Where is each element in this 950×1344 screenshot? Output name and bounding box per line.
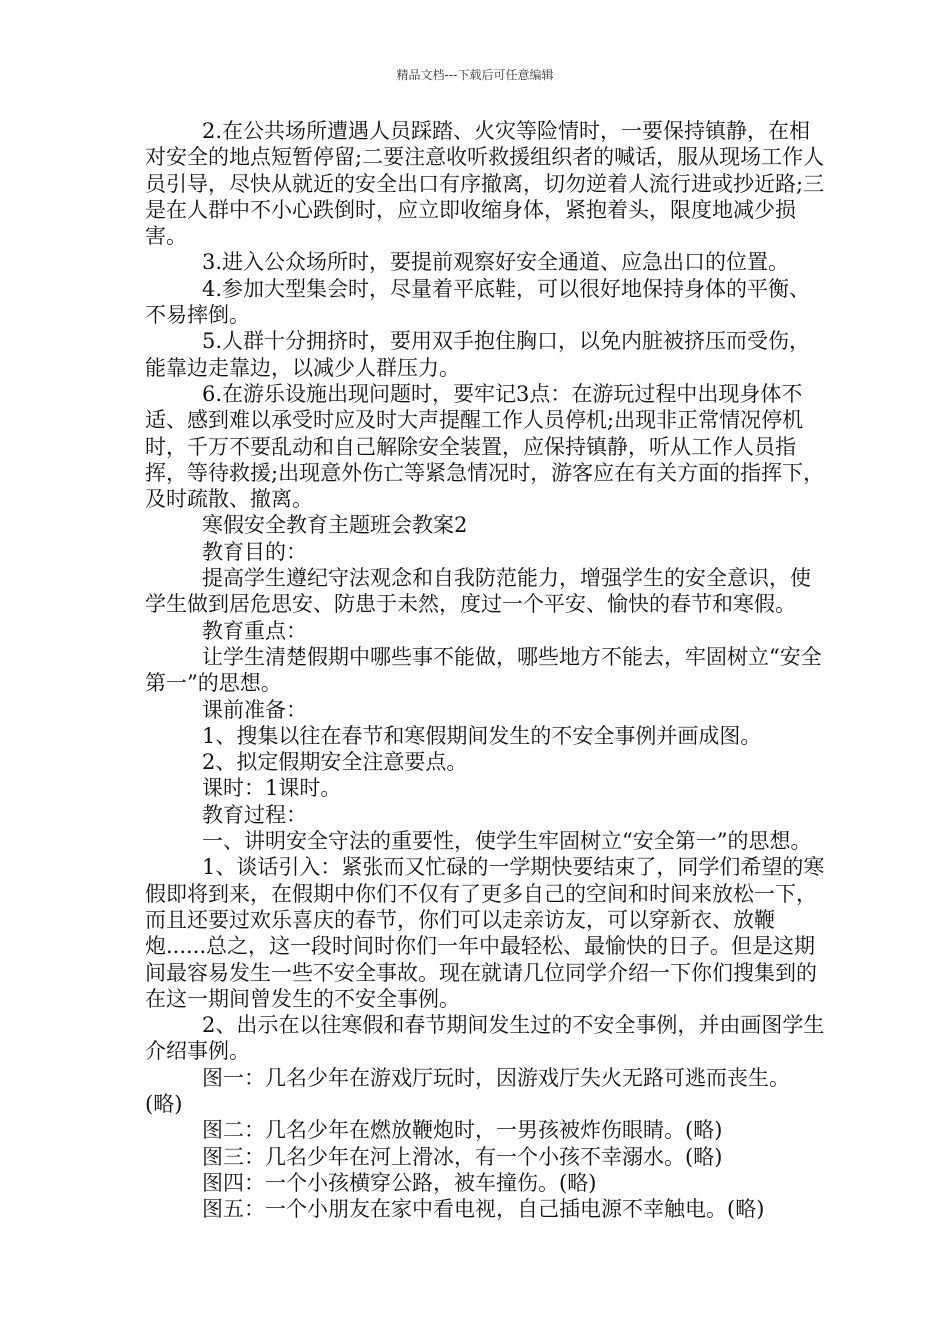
paragraph: 2、拟定假期安全注意要点。 <box>202 750 468 775</box>
subheading: 教育过程： <box>202 802 307 827</box>
paragraph: 图三：几名少年在河上滑冰，有一个小孩不幸溺水。(略) <box>202 1144 723 1169</box>
paragraph: 图一：几名少年在游戏厅玩时，因游戏厅失火无路可逃而丧生。(略) <box>145 1065 790 1116</box>
document-body <box>145 118 825 1222</box>
paragraph: 4.参加大型集会时，尽量着平底鞋，可以很好地保持身体的平衡、不易摔倒。 <box>145 276 811 328</box>
paragraph: 2.在公共场所遭遇人员踩踏、火灾等险情时，一要保持镇静，在相对安全的地点短暂停留;二要注意收听救援组织者的喊话，服从现场工作人员引导，尽快从就近的安全出口有序撤离，切勿逆着人流行进或抄近路;三是在人群中不小心跌倒时，应立即收缩身体，紧抱着头，限度地减少损害。 <box>145 119 825 249</box>
page-header: 精品文档---下载后可任意编辑 <box>396 68 554 82</box>
subheading: 教育重点： <box>202 618 307 643</box>
paragraph: 图二：几名少年在燃放鞭炮时，一男孩被炸伤眼睛。(略) <box>202 1118 723 1143</box>
paragraph: 提高学生遵纪守法观念和自我防范能力，增强学生的安全意识，使学生做到居危思安、防患于未然，度过一个平安、愉快的春节和寒假。 <box>145 566 811 617</box>
section-title: 寒假安全教育主题班会教案2 <box>202 513 468 538</box>
paragraph: 图四：一个小孩横穿公路，被车撞伤。(略) <box>202 1170 597 1195</box>
paragraph: 1、搜集以往在春节和寒假期间发生的不安全事例并画成图。 <box>202 723 762 748</box>
paragraph: 5.人群十分拥挤时，要用双手抱住胸口，以免内脏被挤压而受伤，能靠边走靠边，以减少人群压力。 <box>145 329 811 380</box>
paragraph: 图五：一个小朋友在家中看电视，自己插电源不幸触电。(略) <box>202 1197 765 1222</box>
paragraph: 课时：1课时。 <box>202 776 342 801</box>
paragraph: 一、讲明安全守法的重要性，使学生牢固树立“安全第一”的思想。 <box>202 829 812 854</box>
paragraph: 3.进入公众场所时，要提前观察好安全通道、应急出口的位置。 <box>202 250 790 275</box>
subheading: 教育目的： <box>202 539 307 564</box>
paragraph: 6.在游乐设施出现问题时，要牢记3点：在游玩过程中出现身体不适、感到难以承受时应及时大声提醒工作人员停机;出现非正常情况停机时，千万不要乱动和自己解除安全装置，应保持镇静，听从工作人员指挥，等待救援;出现意外伤亡等紧急情况时，游客应在有关方面的指挥下，及时疏散、撤离。 <box>145 381 825 512</box>
paragraph: 2、出示在以往寒假和春节期间发生过的不安全事例，并由画图学生介绍事例。 <box>145 1013 825 1064</box>
paragraph: 1、谈话引入：紧张而又忙碌的一学期快要结束了，同学们希望的寒假即将到来，在假期中你们不仅有了更多自己的空间和时间来放松一下，而且还要过欢乐喜庆的春节，你们可以走亲访友，可以穿新衣、放鞭炮......总之，这一段时间时你们一年中最轻松、最愉快的日子。但是这期间最容易发生一些不安全事故。现在就请几位同学介绍一下你们搜集到的在这一期间曾发生的不安全事例。 <box>145 855 825 1011</box>
paragraph: 让学生清楚假期中哪些事不能做，哪些地方不能去，牢固树立“安全第一”的思想。 <box>145 644 822 696</box>
subheading: 课前准备： <box>202 697 307 722</box>
